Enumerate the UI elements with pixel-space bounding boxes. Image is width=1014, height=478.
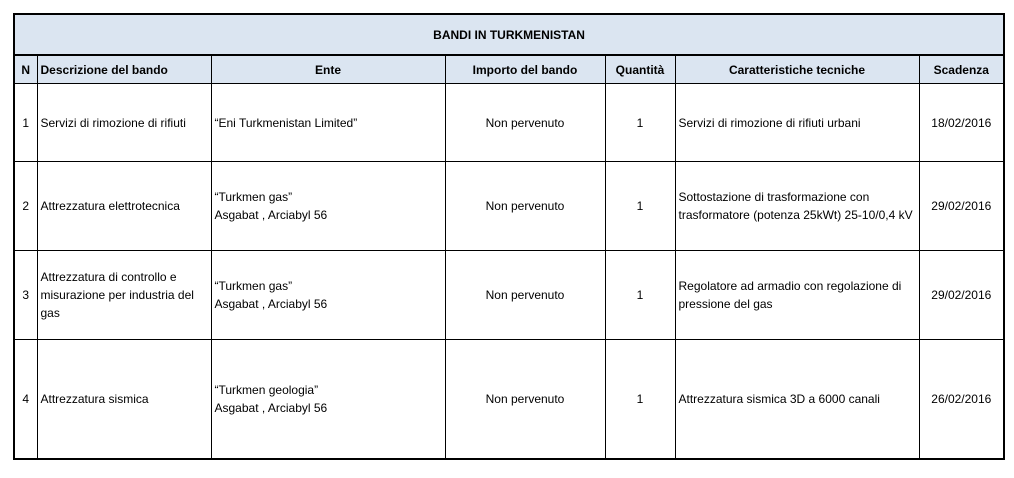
table-row	[14, 162, 1004, 251]
tenders-table	[13, 13, 1005, 460]
cell-importo: Non pervenuto	[445, 84, 605, 162]
table-title: BANDI IN TURKMENISTAN	[14, 14, 1004, 55]
cell-importo: Non pervenuto	[445, 162, 605, 251]
cell-descrizione: Attrezzatura di controllo e misurazione per industria del gas	[37, 251, 211, 340]
cell-descrizione: Servizi di rimozione di rifiuti	[37, 84, 211, 162]
header-row	[14, 55, 1004, 84]
cell-n: 3	[14, 251, 37, 340]
cell-quantita: 1	[605, 84, 675, 162]
cell-n: 2	[14, 162, 37, 251]
cell-descrizione: Attrezzatura sismica	[37, 340, 211, 460]
cell-n: 1	[14, 84, 37, 162]
cell-scadenza: 26/02/2016	[919, 340, 1004, 460]
cell-ente: “Eni Turkmenistan Limited”	[211, 84, 445, 162]
cell-quantita: 1	[605, 162, 675, 251]
table-row	[14, 340, 1004, 460]
cell-ente: “Turkmen gas” Asgabat , Arciabyl 56	[211, 251, 445, 340]
cell-quantita: 1	[605, 251, 675, 340]
cell-ente: “Turkmen geologia” Asgabat , Arciabyl 56	[211, 340, 445, 460]
cell-scadenza: 29/02/2016	[919, 251, 1004, 340]
cell-caratteristiche: Regolatore ad armadio con regolazione di pressione del gas	[675, 251, 919, 340]
header-importo: Importo del bando	[445, 55, 605, 84]
header-scadenza: Scadenza	[919, 55, 1004, 84]
tenders-sheet	[13, 13, 1003, 460]
header-ente: Ente	[211, 55, 445, 84]
header-descrizione: Descrizione del bando	[37, 55, 211, 84]
table-row	[14, 84, 1004, 162]
cell-importo: Non pervenuto	[445, 340, 605, 460]
cell-scadenza: 29/02/2016	[919, 162, 1004, 251]
cell-importo: Non pervenuto	[445, 251, 605, 340]
cell-caratteristiche: Servizi di rimozione di rifiuti urbani	[675, 84, 919, 162]
cell-ente: “Turkmen gas” Asgabat , Arciabyl 56	[211, 162, 445, 251]
cell-descrizione: Attrezzatura elettrotecnica	[37, 162, 211, 251]
header-caratteristiche: Caratteristiche tecniche	[675, 55, 919, 84]
cell-caratteristiche: Attrezzatura sismica 3D a 6000 canali	[675, 340, 919, 460]
table-row	[14, 251, 1004, 340]
cell-scadenza: 18/02/2016	[919, 84, 1004, 162]
cell-n: 4	[14, 340, 37, 460]
cell-caratteristiche: Sottostazione di trasformazione con trasformatore (potenza 25kWt) 25-10/0,4 kV	[675, 162, 919, 251]
cell-quantita: 1	[605, 340, 675, 460]
header-n: N	[14, 55, 37, 84]
header-quantita: Quantità	[605, 55, 675, 84]
